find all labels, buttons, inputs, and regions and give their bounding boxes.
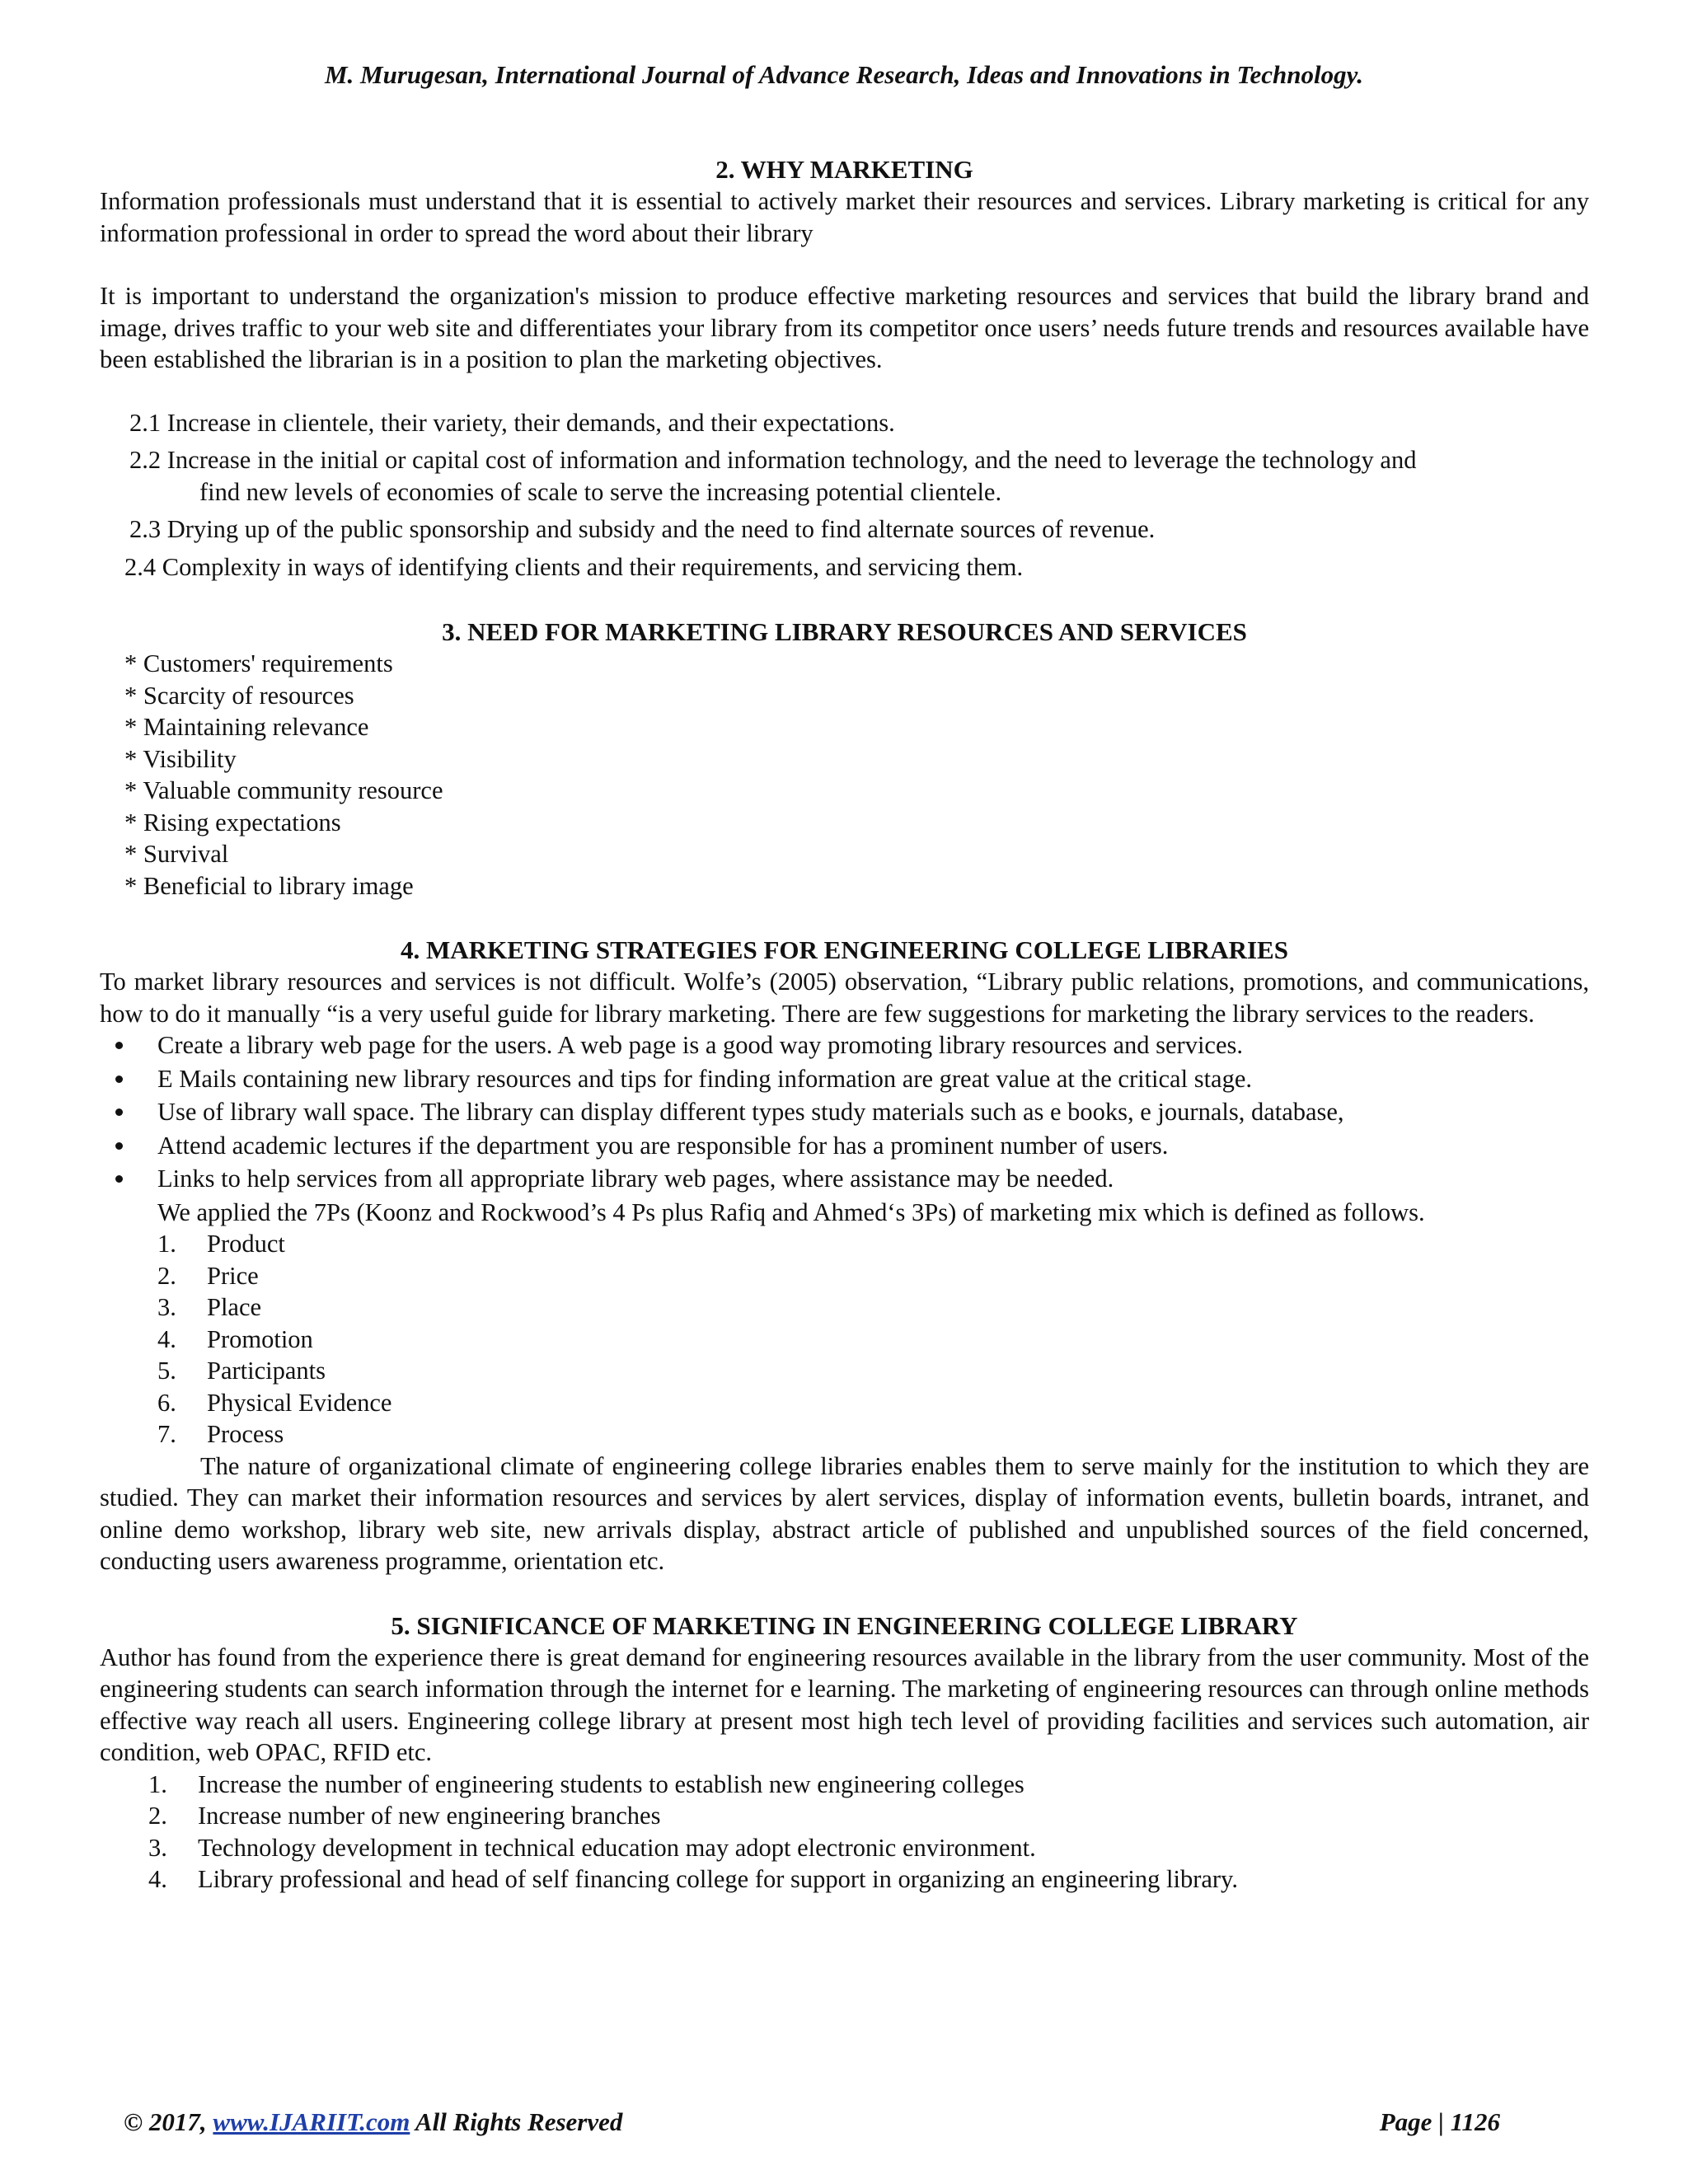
item-text: Complexity in ways of identifying clients and their requirements, and servicing them.: [162, 552, 1024, 581]
section-heading-significance: 5. SIGNIFICANCE OF MARKETING IN ENGINEERING COLLEGE LIBRARY: [391, 1610, 1298, 1640]
list-item: [100, 1291, 1589, 1324]
item-number: 7.: [157, 1420, 176, 1448]
list-item: [100, 1029, 1589, 1062]
item-text: Participants: [207, 1357, 326, 1385]
page-number: Page | 1126: [1379, 2107, 1500, 2136]
list-item: [100, 444, 1589, 508]
significance-list: [100, 1769, 1589, 1896]
list-item: [100, 1063, 1589, 1095]
item-text: Promotion: [207, 1324, 313, 1353]
list-item: [100, 1096, 1589, 1128]
item-number: 2.2: [129, 446, 162, 474]
list-item: * Maintaining relevance: [124, 713, 369, 741]
item-text: Technology development in technical education may adopt electronic environment.: [198, 1833, 1036, 1862]
suggestions-list: [100, 1029, 1589, 1195]
list-item: [100, 1863, 1589, 1896]
list-item: [100, 1355, 1589, 1387]
paragraph: Information professionals must understand that it is essential to actively market their resources and services. Library marketing is critical for any information professional in order to spread the word about their library: [100, 187, 1589, 247]
list-item: * Rising expectations: [124, 808, 341, 837]
item-number: 2.: [148, 1802, 167, 1830]
list-item: [100, 1800, 1589, 1832]
item-number: 2.1: [129, 408, 162, 437]
needs-list: [100, 648, 1589, 902]
item-text: Price: [207, 1261, 259, 1290]
paragraph: The nature of organizational climate of engineering college libraries enables them to serve mainly for the institution to which they are studied. They can market their information resources and services by alert services, display of information events, bulletin boards, intranet, and online demo workshop, library web site, new arrivals display, abstract article of published and unpublished sources of the field concerned, conducting users awareness programme, orientation etc.: [100, 1451, 1589, 1575]
marketing-mix-list: [100, 1228, 1589, 1451]
item-number: 6.: [157, 1388, 176, 1417]
item-text-continued: find new levels of economies of scale to serve the increasing potential clientele.: [199, 477, 1002, 506]
item-text: Drying up of the public sponsorship and subsidy and the need to find alternate sources of revenue.: [166, 515, 1156, 543]
list-item: [100, 1228, 1589, 1260]
list-item: [100, 551, 1589, 583]
item-text: Product: [207, 1230, 285, 1258]
item-number: 4.: [148, 1865, 167, 1893]
list-item: [100, 1260, 1589, 1292]
item-text: Increase in clientele, their variety, their demands, and their expectations.: [166, 408, 895, 437]
bullet-icon: [115, 1042, 123, 1049]
list-item: [100, 513, 1589, 546]
item-number: 2.4: [124, 552, 157, 581]
list-item: [100, 1130, 1589, 1162]
item-number: 1.: [157, 1230, 176, 1258]
copyright: [124, 2107, 622, 2139]
list-item: [100, 1163, 1589, 1195]
item-number: 3.: [157, 1293, 176, 1321]
marketing-mix-intro: We applied the 7Ps (Koonz and Rockwood’s 4 Ps plus Rafiq and Ahmed‘s 3Ps) of marketing mix which is defined as follows.: [157, 1197, 1425, 1226]
bullet-icon: [115, 1108, 123, 1116]
list-item: * Survival: [124, 840, 229, 868]
item-number: 3.: [148, 1833, 167, 1862]
list-item: [100, 1387, 1589, 1419]
item-number: 4.: [157, 1324, 176, 1353]
site-link[interactable]: www.IJARIIT.com: [213, 2107, 410, 2136]
list-item: [100, 1324, 1589, 1356]
item-text: Create a library web page for the users. A web page is a good way promoting library resources and services.: [157, 1031, 1243, 1059]
reasons-list: [100, 407, 1589, 583]
section-heading-need-for-marketing: 3. NEED FOR MARKETING LIBRARY RESOURCES AND SERVICES: [442, 617, 1247, 646]
item-number: 5.: [157, 1357, 176, 1385]
item-text: Increase in the initial or capital cost of information and information technology, and the need to leverage the technology and: [166, 446, 1417, 474]
paragraph: Author has found from the experience there is great demand for engineering resources available in the library from the user community. Most of the engineering students can search information through the internet for e learning. The marketing of engineering resources can through online methods effective way reach all users. Engineering college library at present most high tech level of providing facilities and services such automation, air condition, web OPAC, RFID etc.: [100, 1643, 1589, 1766]
list-item: [100, 1418, 1589, 1451]
rights-text: All Rights Reserved: [410, 2107, 623, 2136]
item-text: Process: [207, 1420, 284, 1448]
paragraph: To market library resources and services is not difficult. Wolfe’s (2005) observation, “Library public relations, promotions, and communications, how to do it manually “is a very useful guide for library marketing. There are few suggestions for marketing the library services to the readers.: [100, 968, 1589, 1028]
paragraph: It is important to understand the organization's mission to produce effective marketing resources and services that build the library brand and image, drives traffic to your web site and differentiates your library from its competitor once users’ needs future trends and resources available have been established the librarian is in a position to plan the marketing objectives.: [100, 282, 1589, 373]
bullet-icon: [115, 1076, 123, 1083]
item-text: Use of library wall space. The library can display different types study materials such as e books, e journals, database,: [157, 1098, 1344, 1126]
running-header: M. Murugesan, International Journal of Advance Research, Ideas and Innovations in Technology.: [324, 60, 1364, 89]
item-text: Place: [207, 1293, 262, 1321]
item-text: Increase the number of engineering students to establish new engineering colleges: [198, 1769, 1025, 1798]
item-number: 2.3: [129, 515, 162, 543]
list-item: [100, 407, 1589, 439]
list-item: * Valuable community resource: [124, 776, 443, 804]
list-item: [100, 1832, 1589, 1864]
list-item: * Scarcity of resources: [124, 681, 354, 710]
item-text: E Mails containing new library resources and tips for finding information are great value at the critical stage.: [157, 1064, 1252, 1093]
bullet-icon: [115, 1142, 123, 1150]
list-item: * Visibility: [124, 744, 237, 773]
list-item: [100, 1769, 1589, 1801]
item-text: Increase number of new engineering branches: [198, 1802, 661, 1830]
article-body: [100, 154, 1589, 1896]
list-item: * Customers' requirements: [124, 649, 393, 677]
item-text: Library professional and head of self financing college for support in organizing an engineering library.: [198, 1865, 1238, 1893]
item-text: Attend academic lectures if the department you are responsible for has a prominent number of users.: [157, 1131, 1169, 1160]
item-number: 1.: [148, 1769, 167, 1798]
item-text: Links to help services from all appropriate library web pages, where assistance may be needed.: [157, 1165, 1114, 1193]
list-item: * Beneficial to library image: [124, 871, 414, 900]
copyright-prefix: © 2017,: [124, 2107, 213, 2136]
bullet-icon: [115, 1175, 123, 1183]
item-number: 2.: [157, 1261, 176, 1290]
section-heading-marketing-strategies: 4. MARKETING STRATEGIES FOR ENGINEERING COLLEGE LIBRARIES: [401, 935, 1288, 964]
section-heading-why-marketing: 2. WHY MARKETING: [715, 155, 973, 184]
item-text: Physical Evidence: [207, 1388, 392, 1417]
